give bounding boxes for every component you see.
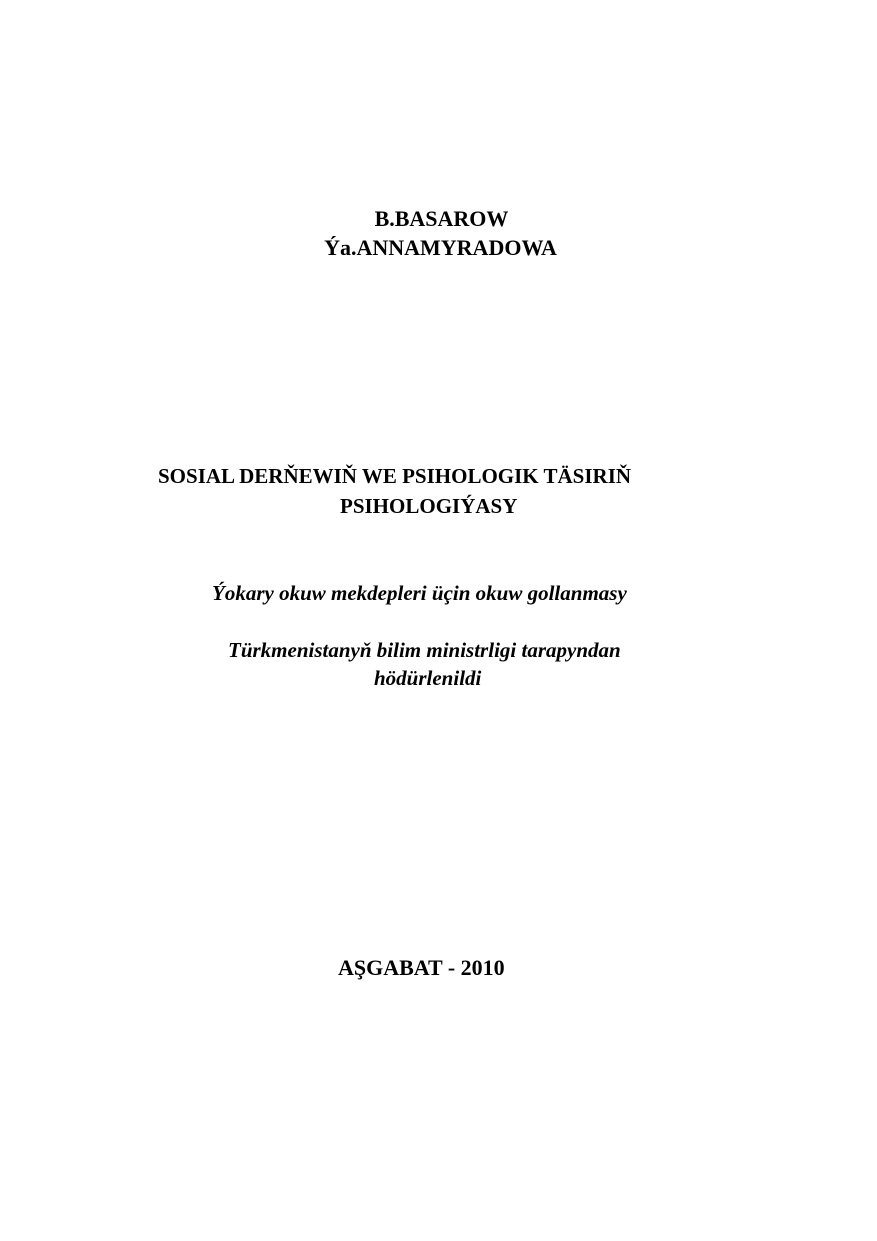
author-name-2: Ýa.ANNAMYRADOWA (324, 235, 557, 260)
book-title-line-1: SOSIAL DERŇEWIŇ WE PSIHOLOGIK TÄSIRIŇ (158, 464, 632, 488)
approval-line-2: hödürlenildi (374, 666, 482, 690)
author-name-1: B.BASAROW (374, 206, 509, 231)
book-title-line-2: PSIHOLOGIÝASY (340, 494, 518, 518)
place-and-year: AŞGABAT - 2010 (338, 955, 505, 980)
approval-line-1: Türkmenistanyň bilim ministrligi tarapyndan (228, 638, 621, 662)
book-purpose: Ýokary okuw mekdepleri üçin okuw gollanmasy (212, 581, 627, 605)
